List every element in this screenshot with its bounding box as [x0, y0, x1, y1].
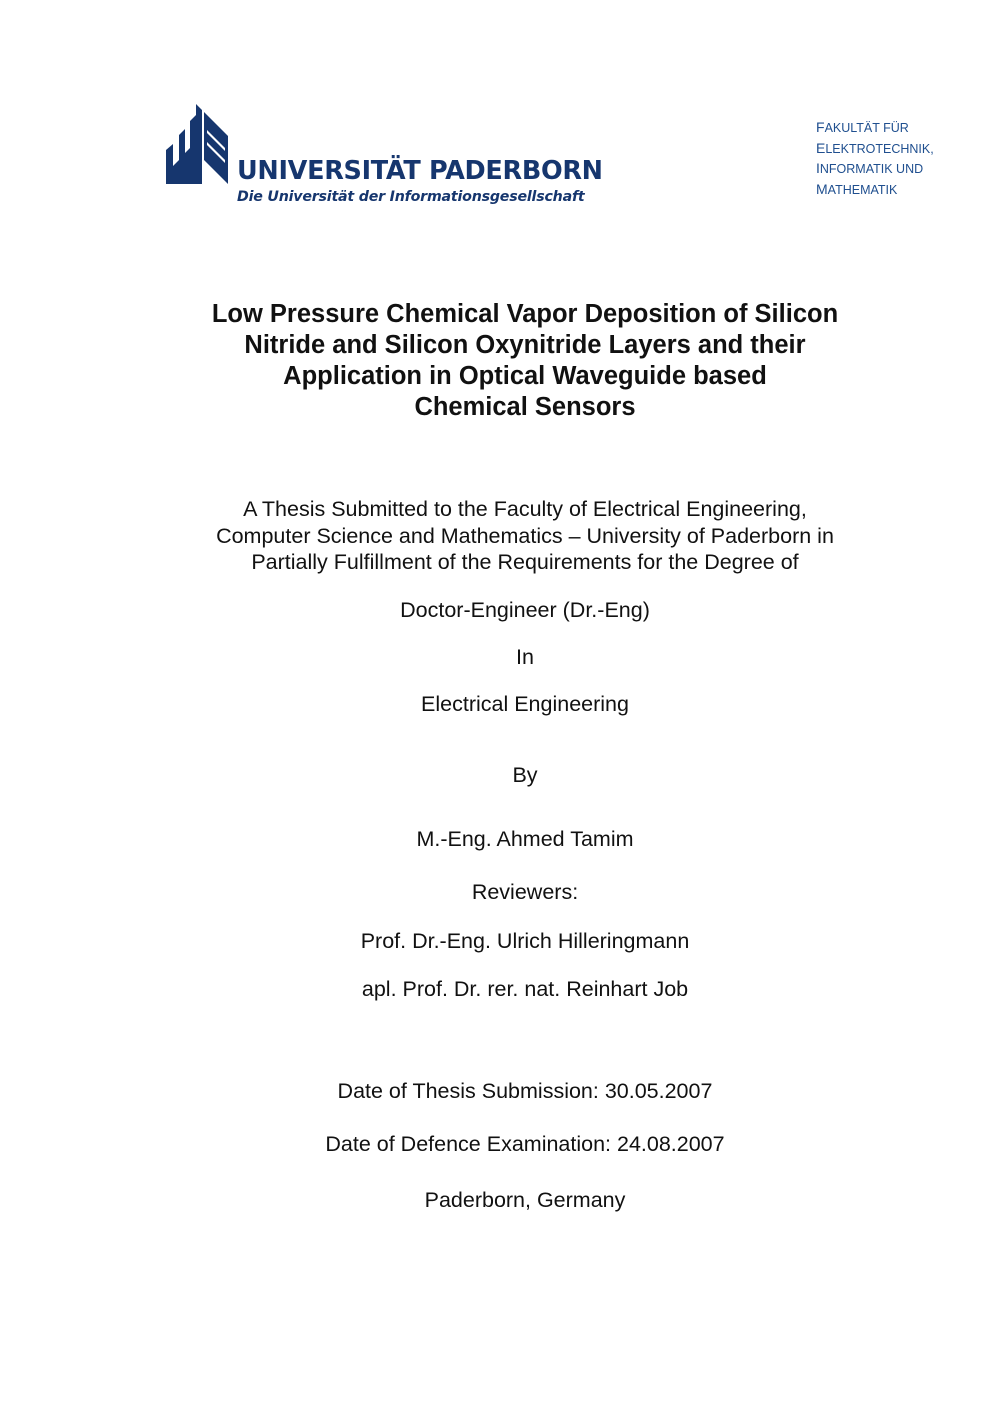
faculty-line: INFORMATIK UND	[816, 160, 924, 177]
in-word: In	[516, 645, 534, 669]
statement-line: Computer Science and Mathematics – University of Paderborn in	[216, 523, 834, 548]
reviewer-name: Prof. Dr.-Eng. Ulrich Hilleringmann	[360, 929, 690, 953]
field-of-study: Electrical Engineering	[421, 692, 629, 716]
reviewers-label: Reviewers:	[471, 880, 579, 904]
defence-date: Date of Defence Examination: 24.08.2007	[325, 1132, 725, 1156]
author-name: M.-Eng. Ahmed Tamim	[416, 827, 634, 851]
title-line: Application in Optical Waveguide based	[283, 362, 767, 390]
statement-line: Partially Fulfillment of the Requirements for the Degree of	[251, 550, 799, 574]
university-name: UNIVERSITÄT PADERBORN	[237, 156, 603, 186]
place: Paderborn, Germany	[424, 1188, 626, 1212]
degree: Doctor-Engineer (Dr.-Eng)	[400, 598, 650, 622]
university-logo	[166, 104, 603, 212]
submission-date: Date of Thesis Submission: 30.05.2007	[337, 1079, 713, 1103]
university-emblem-icon	[166, 104, 228, 186]
statement-line: A Thesis Submitted to the Faculty of Electrical Engineering,	[243, 497, 807, 521]
university-tagline: Die Universität der Informationsgesellschaft	[237, 189, 585, 205]
reviewer-name: apl. Prof. Dr. rer. nat. Reinhart Job	[361, 977, 689, 1001]
faculty-name	[816, 118, 934, 201]
faculty-line: ELEKTROTECHNIK,	[816, 139, 934, 156]
title-line: Low Pressure Chemical Vapor Deposition of Silicon	[211, 300, 839, 328]
thesis-title	[0, 299, 1000, 423]
title-line: Nitride and Silicon Oxynitride Layers and their	[244, 331, 806, 359]
faculty-line: FAKULTÄT FÜR	[816, 119, 909, 135]
title-line: Chemical Sensors	[414, 393, 636, 421]
by-word: By	[512, 763, 538, 787]
faculty-line: MATHEMATIK	[816, 181, 898, 198]
thesis-statement	[0, 496, 1000, 576]
